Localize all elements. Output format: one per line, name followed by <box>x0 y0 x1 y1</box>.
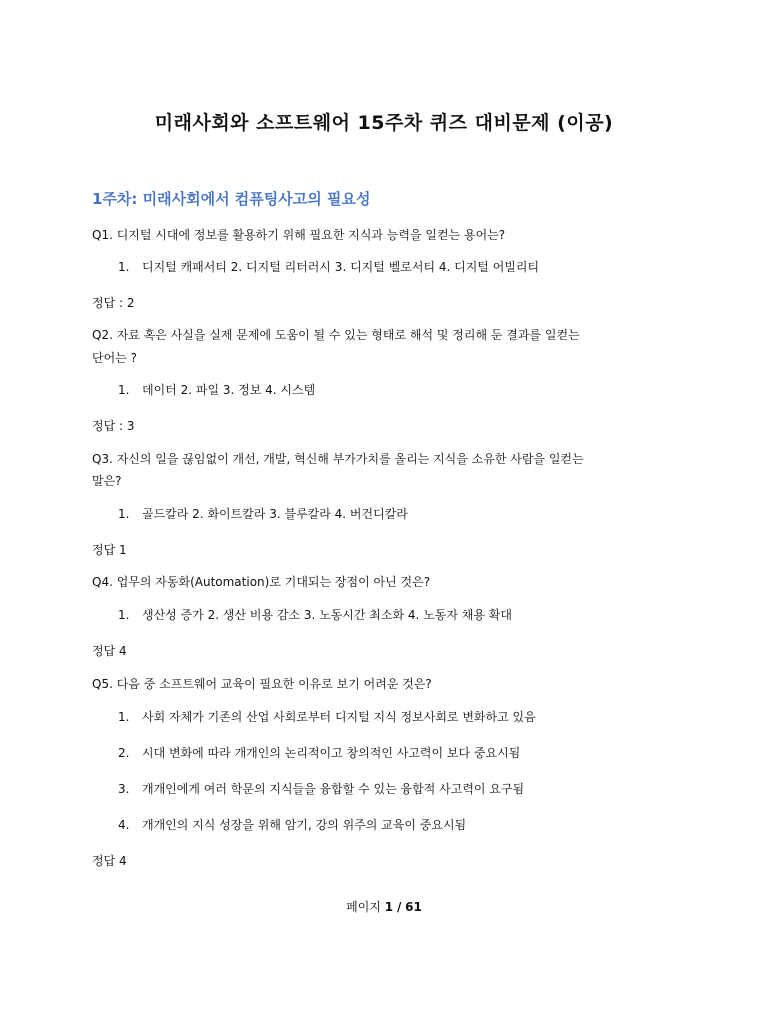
question-2-text-line-1: Q2. 자료 혹은 사실을 실제 문제에 도움이 될 수 있는 형태로 해석 및 정리해 둔 결과를 일컫는 <box>92 328 580 342</box>
question-5-option-2 <box>118 740 678 766</box>
question-4-text: Q4. 업무의 자동화(Automation)로 기대되는 장점이 아닌 것은? <box>92 575 431 589</box>
option-text: 시대 변화에 따라 개개인의 논리적이고 창의적인 사고력이 보다 중요시됨 <box>142 746 521 760</box>
question-3-text-line-1: Q3. 자신의 일을 끊임없이 개선, 개발, 혁신해 부가가치를 올리는 지식을 소유한 사람을 일컫는 <box>92 452 584 466</box>
option-text: 개개인의 지식 성장을 위해 암기, 강의 위주의 교육이 중요시됨 <box>142 818 467 832</box>
option-text: 디지털 캐패서티 2. 디지털 리터러시 3. 디지털 벨로서티 4. 디지털 어빌리티 <box>142 260 540 274</box>
question-5-text: Q5. 다음 중 소프트웨어 교육이 필요한 이유로 보기 어려운 것은? <box>92 677 432 691</box>
footer-page-label: 페이지 <box>346 900 381 914</box>
option-text: 사회 자체가 기존의 산업 사회로부터 디지털 지식 정보사회로 변화하고 있음 <box>142 710 536 724</box>
question-3-text-line-2: 말은? <box>92 474 122 488</box>
option-number: 3. <box>118 782 130 796</box>
option-text: 개개인에게 여러 학문의 지식들을 융합할 수 있는 융합적 사고력이 요구됨 <box>142 782 525 796</box>
footer-total-pages: 61 <box>405 900 422 914</box>
question-4-options <box>118 602 678 628</box>
question-2-answer: 정답 : 3 <box>92 419 135 433</box>
question-1-text: Q1. 디지털 시대에 정보를 활용하기 위해 필요한 지식과 능력을 일컫는 용어는? <box>92 228 506 242</box>
question-5-answer: 정답 4 <box>92 854 127 868</box>
question-5-option-4 <box>118 812 678 838</box>
option-number: 1. <box>118 383 130 397</box>
option-number: 1. <box>118 507 130 521</box>
document-title: 미래사회와 소프트웨어 15주차 퀴즈 대비문제 (이공) <box>154 112 614 134</box>
question-2-options <box>118 377 678 403</box>
option-number: 1. <box>118 710 130 724</box>
question-1-answer: 정답 : 2 <box>92 296 135 310</box>
option-number: 2. <box>118 746 130 760</box>
footer-current-page: 1 <box>384 900 394 914</box>
option-text: 골드칼라 2. 화이트칼라 3. 블루칼라 4. 버건디칼라 <box>142 507 408 521</box>
option-number: 4. <box>118 818 130 832</box>
option-text: 생산성 증가 2. 생산 비용 감소 3. 노동시간 최소화 4. 노동자 채용 확대 <box>142 608 512 622</box>
question-5-option-1 <box>118 704 678 730</box>
section-heading: 1주차: 미래사회에서 컴퓨팅사고의 필요성 <box>92 190 371 208</box>
question-2-text-line-2: 단어는 ? <box>92 351 137 365</box>
option-text: 데이터 2. 파일 3. 정보 4. 시스템 <box>142 383 316 397</box>
question-1-options <box>118 254 678 280</box>
question-3-answer: 정답 1 <box>92 543 127 557</box>
page-footer <box>0 898 768 915</box>
question-4-answer: 정답 4 <box>92 644 127 658</box>
question-3-options <box>118 501 678 527</box>
option-number: 1. <box>118 260 130 274</box>
footer-separator: / <box>396 900 402 914</box>
option-number: 1. <box>118 608 130 622</box>
question-5-option-3 <box>118 776 678 802</box>
